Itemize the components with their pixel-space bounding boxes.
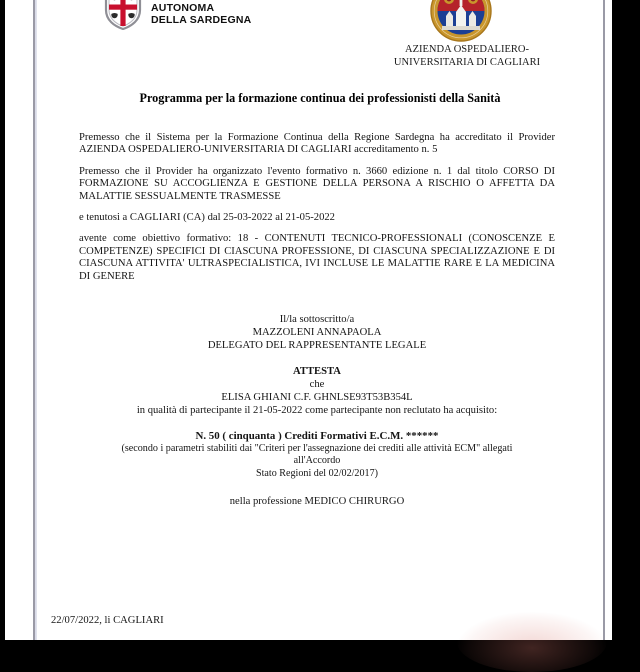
credits-main-line: N. 50 ( cinquanta ) Crediti Formativi E.C.M. ****** <box>79 430 555 443</box>
undersigned-label: Il/la sottoscritto/a <box>79 313 555 326</box>
participation-line: in qualità di partecipante il 21-05-2022 come partecipante non reclutato ha acquisito: <box>79 404 555 417</box>
organization-name <box>367 44 567 69</box>
regione-sardegna-logo <box>103 0 251 30</box>
spacer-before-credits <box>79 417 555 430</box>
paragraph-premise-event: Premesso che il Provider ha organizzato l'evento formativo n. 3660 edizione n. 1 dal titolo CORSO DI FORMAZIONE SU ACCOGLIENZA E GESTIONE DELLA PERSONA A RISCHIO O AFFETTA DA MALATTIE SESSUALMENTE TRASMESSE <box>79 166 555 203</box>
document-header <box>37 0 603 78</box>
profession-line: nella professione MEDICO CHIRURGO <box>79 496 555 507</box>
university-of-cagliari-seal-icon <box>430 0 492 42</box>
credits-note-line-2: Stato Regioni del 02/02/2017) <box>79 468 555 480</box>
logo-text-line-2: DELLA SARDEGNA <box>151 14 251 26</box>
credits-block <box>79 430 555 480</box>
attests-heading: ATTESTA <box>79 365 555 378</box>
undersigned-name: MAZZOLENI ANNAPAOLA <box>79 326 555 339</box>
logo-text-line-1: AUTONOMA <box>151 2 251 14</box>
footer-date-place: 22/07/2022, li CAGLIARI <box>51 615 164 626</box>
spacer-before-attestation <box>79 292 555 313</box>
regione-sardegna-logo-text <box>151 0 251 26</box>
organization-name-line-1: AZIENDA OSPEDALIERO- <box>367 44 567 57</box>
attests-that-label: che <box>79 378 555 391</box>
credits-note-line-1: (secondo i parametri stabiliti dai "Criteri per l'assegnazione dei crediti alle attività ECM" allegati all'Accordo <box>79 443 555 468</box>
organization-name-line-2: UNIVERSITARIA DI CAGLIARI <box>367 57 567 70</box>
page-title: Programma per la formazione continua dei professionisti della Sanità <box>37 91 603 106</box>
paragraph-premise-provider: Premesso che il Sistema per la Formazione Continua della Regione Sardegna ha accreditato il Provider AZIENDA OSPEDALIERO-UNIVERSITARIA DI CAGLIARI accreditamento n. 5 <box>79 132 555 157</box>
document-body <box>37 132 603 507</box>
certificate-page <box>37 0 603 640</box>
paragraph-location-dates: e tenutosi a CAGLIARI (CA) dal 25-03-2022 al 21-05-2022 <box>79 212 555 224</box>
sardinia-four-moors-crest-icon <box>103 0 143 30</box>
page-right-edge-line <box>603 0 605 640</box>
participant-name-and-fiscal-code: ELISA GHIANI C.F. GHNLSE93T53B354L <box>79 391 555 404</box>
stamp-watermark <box>457 612 607 672</box>
undersigned-role: DELEGATO DEL RAPPRESENTANTE LEGALE <box>79 339 555 352</box>
spacer-before-attests <box>79 352 555 365</box>
paragraph-objective: avente come obiettivo formativo: 18 - CONTENUTI TECNICO-PROFESSIONALI (CONOSCENZE E COMPETENZE) SPECIFICI DI CIASCUNA PROFESSIONE, DI CIASCUNA SPECIALIZZAZIONE E DI CIASCUNA ATTIVITA' ULTRASPECIALISTICA, IVI INCLUSE LE MALATTIE RARE E LA MEDICINA DI GENERE <box>79 233 555 283</box>
page-left-edge-line <box>33 0 35 640</box>
attestation-block <box>79 313 555 417</box>
